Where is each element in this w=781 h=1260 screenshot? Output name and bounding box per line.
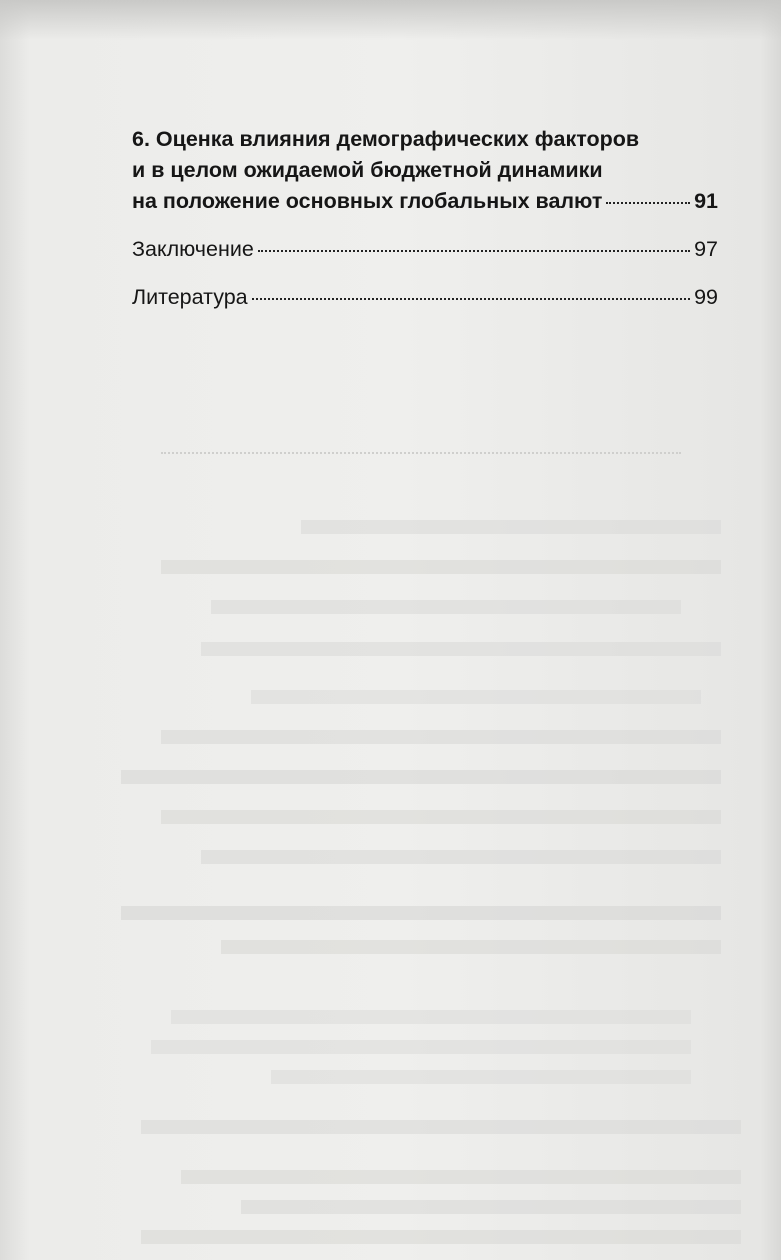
toc-page-number: 97	[694, 237, 718, 261]
table-of-contents	[132, 124, 718, 313]
toc-entry-conclusion[interactable]	[132, 234, 718, 265]
dot-leader	[258, 250, 690, 252]
toc-entry-final-line	[132, 186, 718, 217]
toc-entry-title-line: на положение основных глобальных валют	[132, 189, 603, 213]
toc-entry-literature[interactable]	[132, 282, 718, 313]
dot-leader	[252, 298, 690, 300]
toc-page-number: 91	[694, 189, 718, 213]
toc-entry-title-line: и в целом ожидаемой бюджетной динамики	[132, 158, 603, 182]
toc-page-number: 99	[694, 285, 718, 309]
dot-leader	[606, 202, 690, 204]
toc-entry-title: Заключение	[132, 237, 254, 261]
toc-entry-title-line: 6. Оценка влияния демографических факторов	[132, 127, 640, 151]
toc-entry-title: Литература	[132, 285, 248, 309]
toc-entry-demographic-factors[interactable]	[132, 124, 718, 217]
toc-entry-final-line	[132, 282, 718, 313]
toc-entry-final-line	[132, 234, 718, 265]
